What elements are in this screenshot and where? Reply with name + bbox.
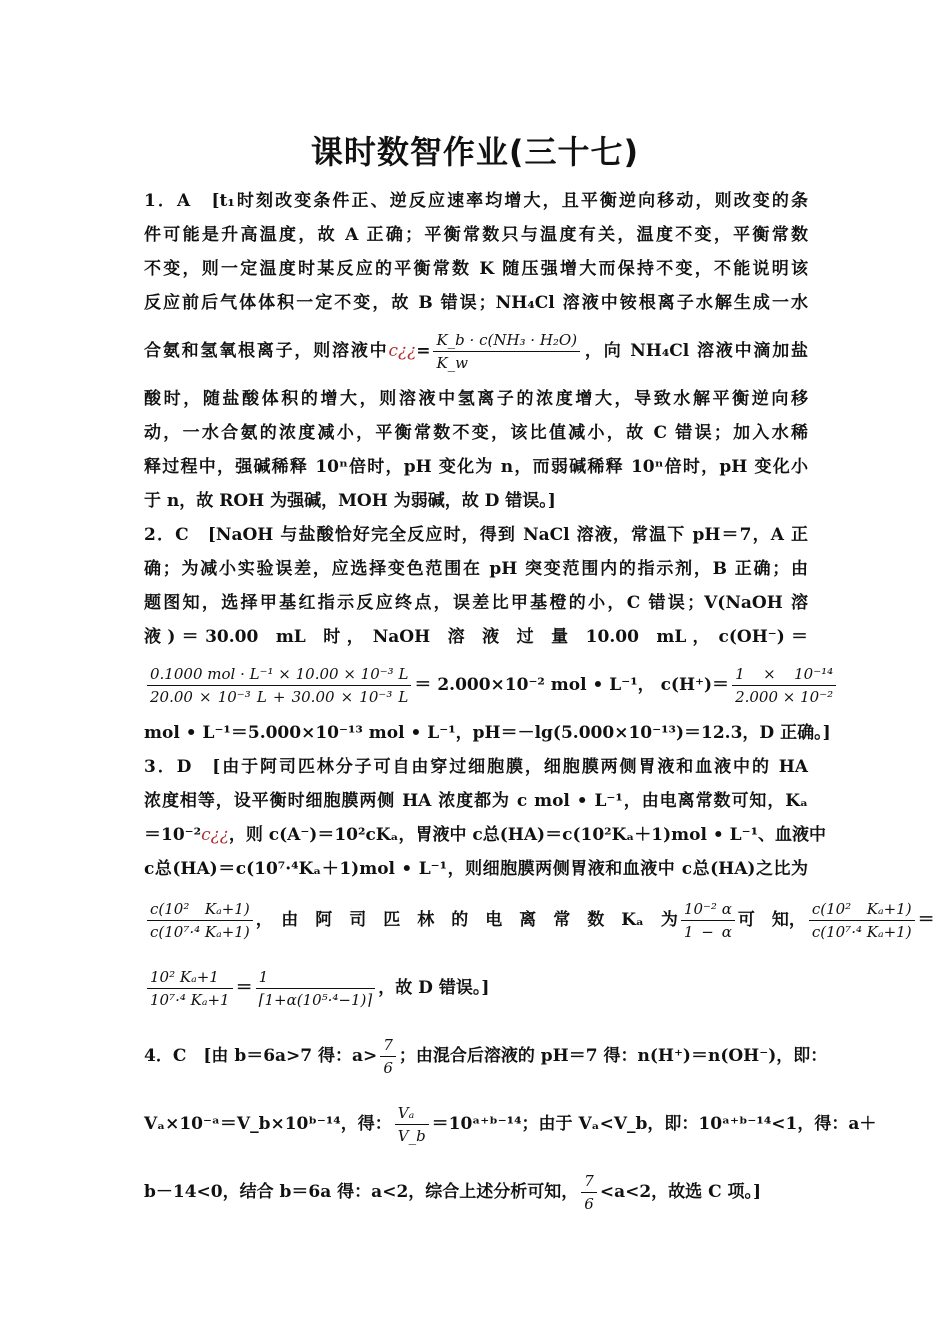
q3-fraction-4 — [147, 966, 233, 1011]
q2-line-3: 题图知，选择甲基红指示反应终点，误差比甲基橙的小，C 错误；V(NaOH 溶 — [144, 593, 808, 613]
q2-line-5-text: ＝ 2.000×10⁻² mol • L⁻¹， c(H⁺)＝ — [414, 675, 730, 695]
q3-line-1: 3．D [由于阿司匹林分子可自由穿过细胞膜，细胞膜两侧胃液和血液中的 HA — [144, 757, 808, 777]
q2-line-5 — [144, 654, 834, 716]
q4-line-2-tail: ＝10ᵃ⁺ᵇ⁻¹⁴；由于 Vₐ<V_b，即：10ᵃ⁺ᵇ⁻¹⁴<1，得：a＋ — [431, 1114, 877, 1134]
q2-fraction-2-denominator: 2.000 × 10⁻² — [735, 688, 834, 706]
q3-line-6 — [144, 954, 808, 1022]
q2-fraction-1 — [147, 663, 411, 708]
q1-line-2: 件可能是升高温度，故 A 正确；平衡常数只与温度有关，温度不变，平衡常数 — [144, 225, 808, 245]
q1-fraction-denominator: K_w — [436, 354, 468, 372]
q4-fraction-1-denominator: 6 — [383, 1059, 393, 1077]
q4-fraction-3 — [581, 1170, 597, 1215]
q1-line-8: 释过程中，强碱稀释 10ⁿ倍时，pH 变化为 n，而弱碱稀释 10ⁿ倍时，pH 变化小 — [144, 457, 808, 477]
q3-fraction-5-denominator: ⌈1+α(10⁵·⁴−1)⌉ — [258, 991, 373, 1009]
q3-fraction-4-denominator: 10⁷·⁴ Kₐ+1 — [150, 991, 230, 1009]
q3-line-3 — [144, 818, 827, 852]
q3-fraction-5 — [256, 966, 376, 1011]
q4-fraction-2-denominator: V_b — [397, 1127, 426, 1145]
q3-line-3-text: ＝10⁻² — [144, 825, 202, 845]
q2-fraction-1-numerator: 0.1000 mol · L⁻¹ × 10.00 × 10⁻³ L — [147, 663, 411, 686]
q2-fraction-1-denominator: 20.00 × 10⁻³ L + 30.00 × 10⁻³ L — [150, 688, 409, 706]
q3-line-4: c总(HA)＝c(10⁷·⁴Kₐ＋1)mol • L⁻¹，则细胞膜两侧胃液和血液中 c总(HA)之比为 — [144, 859, 808, 879]
q3-fraction-3 — [809, 898, 915, 943]
q4-fraction-1 — [380, 1034, 396, 1079]
q3-line-5-mid: 可 知， — [737, 910, 806, 930]
q3-fraction-5-numerator: 1 — [256, 966, 376, 989]
q4-fraction-2 — [395, 1102, 429, 1147]
page-title: 课时数智作业(三十七) — [310, 133, 640, 171]
q3-garbled-formula: c¿¿ — [201, 825, 229, 845]
q1-line-9: 于 n，故 ROH 为强碱，MOH 为弱碱，故 D 错误。] — [144, 491, 556, 511]
q3-fraction-3-numerator: c(10² Kₐ+1) — [809, 898, 915, 921]
q3-fraction-4-numerator: 10² Kₐ+1 — [147, 966, 233, 989]
q3-line-3-tail: ，则 c(A⁻)＝10²cKₐ，胃液中 c总(HA)＝c(10²Kₐ＋1)mol • L⁻¹、血液中 — [228, 825, 827, 845]
q3-fraction-2-denominator: 1 − α — [683, 923, 732, 941]
q3-fraction-2 — [681, 898, 735, 943]
q3-fraction-1 — [147, 898, 253, 943]
q1-garbled-formula: c¿¿ — [388, 341, 417, 361]
q1-fraction-numerator: K_b · c(NH₃ · H₂O) — [433, 329, 580, 352]
q2-line-4: 液 ) ＝ 30.00 mL 时 ， NaOH 溶 液 过 量 10.00 mL ， c(OH⁻) ＝ — [144, 627, 808, 647]
q1-line-5-text: 合氨和氢氧根离子，则溶液中 — [144, 341, 389, 361]
q3-line-5-eq: ＝ — [917, 910, 935, 930]
q4-fraction-3-numerator: 7 — [581, 1170, 597, 1193]
q3-line-6-tail: ，故 D 错误。] — [378, 978, 490, 998]
q3-fraction-1-numerator: c(10² Kₐ+1) — [147, 898, 253, 921]
q4-line-3-tail: <a<2，故选 C 项。] — [599, 1182, 762, 1202]
q1-line-5-tail: ，向 NH₄Cl 溶液中滴加盐 — [583, 341, 809, 361]
q1-line-5 — [144, 320, 808, 382]
q3-fraction-1-denominator: c(10⁷·⁴ Kₐ+1) — [150, 923, 250, 941]
q2-line-2: 确；为减小实验误差，应选择变色范围在 pH 突变范围内的指示剂，B 正确；由 — [144, 559, 808, 579]
q4-line-2 — [144, 1090, 877, 1158]
q4-line-3-text: b－14<0，结合 b＝6a 得：a<2，综合上述分析可知， — [144, 1182, 579, 1202]
q1-line-7: 动，一水合氨的浓度减小，平衡常数不变，该比值减小，故 C 错误；加入水稀 — [144, 423, 808, 443]
q3-line-5-text: ， 由 阿 司 匹 林 的 电 离 常 数 Kₐ 为 — [255, 910, 678, 930]
q4-line-1-text: 4．C [由 b＝6a>7 得：a> — [144, 1046, 378, 1066]
q4-line-1-tail: ；由混合后溶液的 pH＝7 得：n(H⁺)＝n(OH⁻)，即： — [398, 1046, 828, 1066]
q2-fraction-2 — [732, 663, 836, 708]
q4-fraction-3-denominator: 6 — [584, 1195, 594, 1213]
q3-fraction-2-numerator: 10⁻² α — [681, 898, 735, 921]
q4-line-1 — [144, 1022, 828, 1090]
q1-line-6: 酸时，随盐酸体积的增大，则溶液中氢离子的浓度增大，导致水解平衡逆向移 — [144, 389, 808, 409]
q2-fraction-2-numerator: 1 × 10⁻¹⁴ — [732, 663, 836, 686]
q3-line-5 — [144, 886, 935, 954]
q4-fraction-1-numerator: 7 — [380, 1034, 396, 1057]
q1-line-3: 不变，则一定温度时某反应的平衡常数 K 随压强增大而保持不变，不能说明该 — [144, 259, 808, 279]
q1-line-1: 1．A [t₁时刻改变条件正、逆反应速率均增大，且平衡逆向移动，则改变的条 — [144, 191, 808, 211]
q2-line-1: 2．C [NaOH 与盐酸恰好完全反应时，得到 NaCl 溶液，常温下 pH＝7，A 正 — [144, 525, 808, 545]
q3-line-2: 浓度相等，设平衡时细胞膜两侧 HA 浓度都为 c mol • L⁻¹，由电离常数可知，Kₐ — [144, 791, 808, 811]
q1-fraction — [433, 329, 580, 374]
q3-fraction-3-denominator: c(10⁷·⁴ Kₐ+1) — [811, 923, 912, 941]
q3-line-6-eq: ＝ — [235, 978, 253, 998]
q4-line-2-text: Vₐ×10⁻ᵃ＝V_b×10ᵇ⁻¹⁴，得： — [144, 1114, 392, 1134]
q4-fraction-2-numerator: Vₐ — [395, 1102, 429, 1125]
q1-equals: = — [416, 341, 431, 361]
answer-content — [144, 184, 935, 1226]
q1-line-4: 反应前后气体体积一定不变，故 B 错误；NH₄Cl 溶液中铵根离子水解生成一水 — [144, 293, 808, 313]
q4-line-3 — [144, 1158, 808, 1226]
q2-line-6: mol • L⁻¹＝5.000×10⁻¹³ mol • L⁻¹，pH＝－lg(5.000×10⁻¹³)＝12.3，D 正确。] — [144, 723, 831, 743]
